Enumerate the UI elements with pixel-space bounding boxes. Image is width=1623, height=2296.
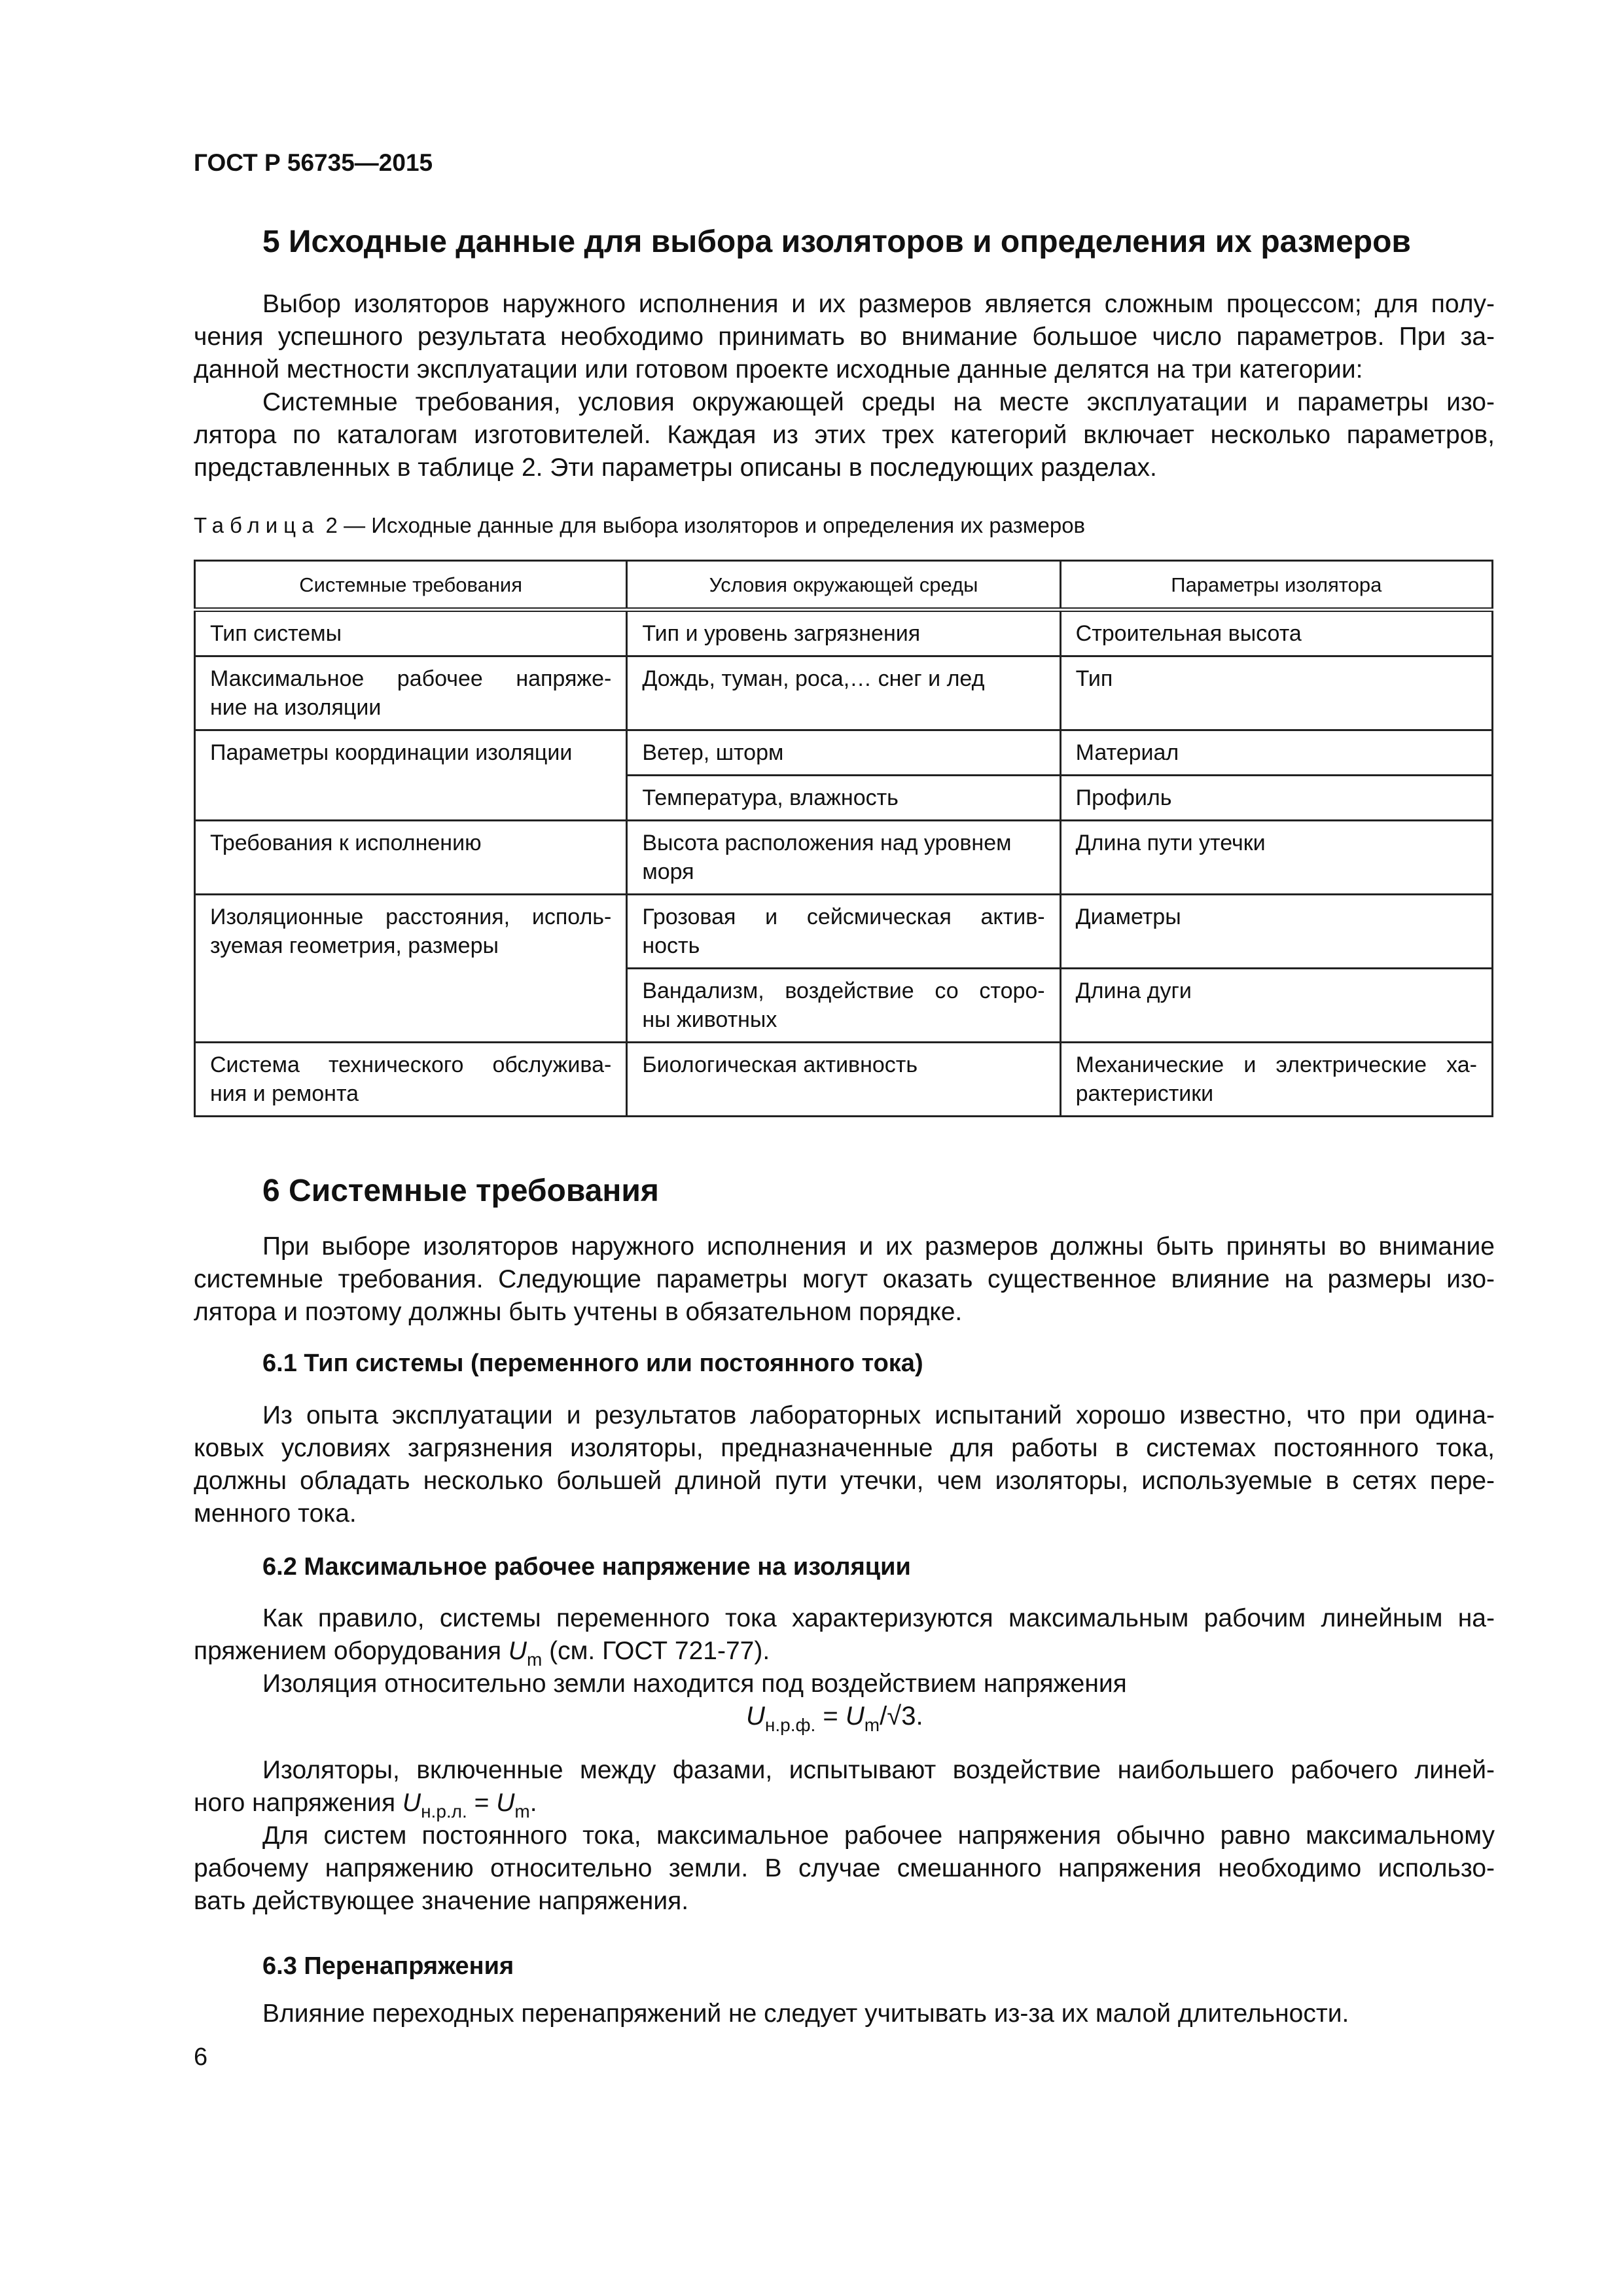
table-cell	[195, 1043, 627, 1117]
cell-text: Грозовая и сейсмическая актив-	[642, 905, 1045, 929]
cell-text: Дождь, туман, роса,… снег и лед	[642, 666, 985, 691]
text-line: лятора по каталогам изготовителей. Каждая из этих трех категорий включает несколько параметров,	[194, 421, 1495, 449]
table-row	[195, 1043, 1493, 1117]
section-6-2-title: 6.2 Максимальное рабочее напряжение на изоляции	[262, 1553, 911, 1581]
text-line: данной местности эксплуатации или готовом проекте исходные данные делятся на три категории:	[194, 355, 1363, 384]
table-cell	[195, 821, 627, 895]
page-number: 6	[194, 2043, 208, 2071]
table-row	[195, 895, 1493, 969]
text-line	[194, 1635, 1495, 1668]
voltage-symbol: U	[845, 1702, 865, 1731]
section-6-1-paragraph	[194, 1399, 1495, 1530]
table-2	[194, 560, 1493, 1117]
table-cell	[1060, 610, 1492, 656]
table-row	[195, 730, 1493, 776]
text-line: вать действующее значение напряжения.	[194, 1887, 689, 1915]
cell-text: ность	[642, 933, 700, 958]
voltage-symbol: U	[746, 1702, 765, 1731]
cell-text: моря	[642, 859, 694, 884]
text-line: Как правило, системы переменного тока характеризуются максимальным рабочим линейным на-	[262, 1604, 1495, 1632]
table-header-row	[195, 561, 1493, 610]
table-cell	[627, 895, 1060, 969]
table-cell	[1060, 895, 1492, 969]
text-fragment: ного напряжения	[194, 1789, 402, 1817]
section-5-title: 5 Исходные данные для выбора изоляторов и определения их размеров	[262, 224, 1411, 259]
cell-text: ны животных	[642, 1007, 777, 1032]
text-line: Изоляция относительно земли находится под воздействием напряжения	[262, 1670, 1127, 1698]
cell-text: Механические и электрические ха-	[1075, 1052, 1477, 1077]
subscript-m: m	[514, 1801, 530, 1821]
cell-text: Параметры координации изоляции	[210, 740, 573, 765]
text-fragment: (см. ГОСТ 721-77).	[542, 1637, 770, 1665]
column-header-insulator-parameters: Параметры изолятора	[1060, 561, 1492, 610]
period: .	[529, 1789, 537, 1817]
table-cell	[1060, 656, 1492, 730]
section-6-3-title: 6.3 Перенапряжения	[262, 1952, 514, 1980]
text-line: менного тока.	[194, 1499, 357, 1528]
document-code: ГОСТ Р 56735—2015	[194, 149, 433, 176]
text-line: При выборе изоляторов наружного исполнения и их размеров должны быть приняты во внимание	[262, 1232, 1495, 1261]
text-line: чения успешного результата необходимо принимать во внимание большое число параметров. При за-	[194, 323, 1495, 351]
table-caption	[194, 513, 1085, 538]
section-6-paragraph-1	[194, 1230, 1495, 1329]
cell-text: Вандализм, воздействие со сторо-	[642, 978, 1045, 1003]
text-line: Из опыта эксплуатации и результатов лабораторных испытаний хорошо известно, что при одина-	[262, 1401, 1495, 1429]
cell-text: Максимальное рабочее напряже-	[210, 666, 612, 691]
voltage-symbol: U	[508, 1637, 527, 1665]
cell-text: Тип и уровень загрязнения	[642, 621, 921, 646]
cell-text: Профиль	[1075, 785, 1172, 810]
text-line: системные требования. Следующие параметры могут оказать существенное влияние на размеры изо-	[194, 1265, 1495, 1293]
cell-text: ния и ремонта	[210, 1081, 359, 1106]
table-cell	[1060, 821, 1492, 895]
text-line: лятора и поэтому должны быть учтены в обязательном порядке.	[194, 1298, 963, 1326]
cell-text: ние на изоляции	[210, 695, 382, 720]
text-line: представленных в таблице 2. Эти параметры описаны в последующих разделах.	[194, 454, 1157, 482]
table-cell	[195, 730, 627, 821]
column-header-environment: Условия окружающей среды	[627, 561, 1060, 610]
subscript-m: m	[864, 1715, 880, 1735]
table-cell	[1060, 776, 1492, 821]
subscript: н.р.л.	[421, 1801, 467, 1821]
formula-phase-voltage	[746, 1702, 923, 1735]
text-line: Системные требования, условия окружающей среды на месте эксплуатации и параметры изо-	[262, 388, 1495, 416]
cell-text: Ветер, шторм	[642, 740, 784, 765]
cell-text: Длина пути утечки	[1075, 831, 1266, 855]
text-line	[194, 1787, 1495, 1820]
section-5-paragraph-1	[194, 288, 1495, 386]
equals-sign: =	[815, 1702, 846, 1731]
cell-text: Требования к исполнению	[210, 831, 482, 855]
column-header-system-requirements: Системные требования	[195, 561, 627, 610]
subscript-m: m	[526, 1649, 543, 1670]
table-caption-text: 2 — Исходные данные для выбора изоляторов и определения их размеров	[319, 513, 1086, 537]
cell-text: Система технического обслужива-	[210, 1052, 612, 1077]
table-cell	[195, 895, 627, 1043]
subscript: н.р.ф.	[764, 1715, 816, 1735]
table-cell	[1060, 969, 1492, 1043]
cell-text: Тип	[1075, 666, 1113, 691]
formula-rest: /√3.	[880, 1702, 923, 1731]
section-6-title: 6 Системные требования	[262, 1174, 659, 1208]
text-line: должны обладать несколько большей длиной пути утечки, чем изоляторы, используемые в сетях пере-	[194, 1467, 1495, 1495]
cell-text: Изоляционные расстояния, исполь-	[210, 905, 612, 929]
cell-text: зуемая геометрия, размеры	[210, 933, 499, 958]
table-cell	[627, 969, 1060, 1043]
text-line: рабочему напряжению относительно земли. В случае смешанного напряжения необходимо использо-	[194, 1854, 1495, 1882]
cell-text: Диаметры	[1075, 905, 1181, 929]
text-line: Влияние переходных перенапряжений не следует учитывать из-за их малой длительности.	[262, 2000, 1349, 2028]
table-cell	[627, 776, 1060, 821]
table-row	[195, 821, 1493, 895]
section-6-2-paragraph-2	[194, 1754, 1495, 1918]
text-line: Для систем постоянного тока, максимальное рабочее напряжения обычно равно максимальному	[262, 1821, 1495, 1850]
section-6-2-paragraph-1	[194, 1602, 1495, 1700]
text-line: Выбор изоляторов наружного исполнения и их размеров является сложным процессом; для полу-	[262, 290, 1495, 318]
table-cell	[627, 656, 1060, 730]
equals-sign: =	[467, 1789, 497, 1817]
cell-text: Длина дуги	[1075, 978, 1192, 1003]
table-caption-label: Таблица	[194, 513, 320, 537]
table-cell	[627, 1043, 1060, 1117]
text-line: ковых условиях загрязнения изоляторы, предназначенные для работы в системах постоянного тока,	[194, 1434, 1495, 1462]
table-row	[195, 656, 1493, 730]
cell-text: Биологическая активность	[642, 1052, 918, 1077]
cell-text: Строительная высота	[1075, 621, 1302, 646]
voltage-symbol: U	[402, 1789, 421, 1817]
table-cell	[627, 730, 1060, 776]
table-cell	[627, 610, 1060, 656]
cell-text: Температура, влажность	[642, 785, 899, 810]
table-cell	[1060, 730, 1492, 776]
voltage-symbol: U	[496, 1789, 515, 1817]
cell-text: Высота расположения над уровнем	[642, 831, 1012, 855]
text-fragment: пряжением оборудования	[194, 1637, 508, 1665]
table-cell	[195, 656, 627, 730]
cell-text: Тип системы	[210, 621, 342, 646]
section-6-3-paragraph	[194, 1998, 1495, 2030]
table-cell	[1060, 1043, 1492, 1117]
section-6-1-title: 6.1 Тип системы (переменного или постоянного тока)	[262, 1350, 923, 1377]
table-cell	[195, 610, 627, 656]
cell-text: рактеристики	[1075, 1081, 1214, 1106]
section-5-paragraph-2	[194, 386, 1495, 484]
table-row	[195, 610, 1493, 656]
cell-text: Материал	[1075, 740, 1179, 765]
text-line: Изоляторы, включенные между фазами, испытывают воздействие наибольшего рабочего линей-	[262, 1756, 1495, 1784]
table-cell	[627, 821, 1060, 895]
